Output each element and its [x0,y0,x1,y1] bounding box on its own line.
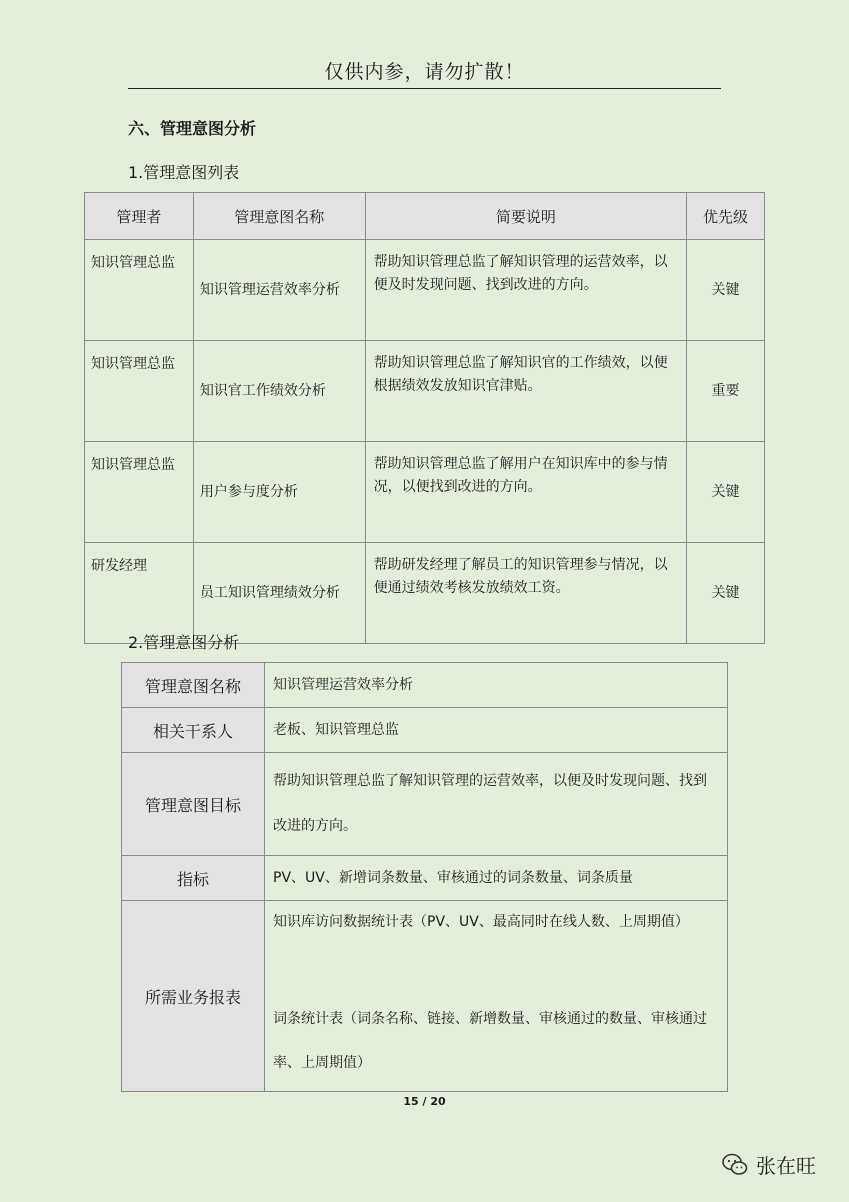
table-row [122,708,728,753]
section-title: 六、管理意图分析 [128,119,257,138]
cell-description: 帮助知识管理总监了解知识管理的运营效率，以便及时发现问题、找到改进的方向。 [365,240,687,341]
label-intent-goal: 管理意图目标 [122,753,265,856]
cell-priority: 关键 [687,543,765,644]
cell-intent-name: 知识官工作绩效分析 [193,341,365,442]
cell-intent-name: 知识管理运营效率分析 [193,240,365,341]
cell-priority: 关键 [687,240,765,341]
cell-description: 帮助研发经理了解员工的知识管理参与情况，以便通过绩效考核发放绩效工资。 [365,543,687,644]
subtitle-list: 1.管理意图列表 [128,163,240,182]
cell-intent-name: 用户参与度分析 [193,442,365,543]
label-metrics: 指标 [122,856,265,901]
subtitle-analysis: 2.管理意图分析 [128,633,240,652]
value-intent-goal: 帮助知识管理总监了解知识管理的运营效率，以便及时发现问题、找到改进的方向。 [265,753,728,856]
cell-priority: 关键 [687,442,765,543]
label-stakeholders: 相关干系人 [122,708,265,753]
cell-priority: 重要 [687,341,765,442]
cell-description: 帮助知识管理总监了解用户在知识库中的参与情况，以便找到改进的方向。 [365,442,687,543]
watermark [722,1150,816,1179]
header-description: 简要说明 [365,193,687,240]
page-header: 仅供内参，请勿扩散！ [128,60,721,89]
cell-manager: 知识管理总监 [85,240,194,341]
watermark-text: 张在旺 [756,1154,816,1178]
value-intent-name: 知识管理运营效率分析 [265,663,728,708]
report-item: 知识库访问数据统计表（PV、UV、最高同时在线人数、上周期值） [273,914,689,930]
table-row [122,663,728,708]
cell-intent-name: 员工知识管理绩效分析 [193,543,365,644]
table-header-row [85,193,765,240]
cell-description: 帮助知识管理总监了解知识官的工作绩效，以便根据绩效发放知识官津贴。 [365,341,687,442]
wechat-icon [722,1153,748,1177]
header-intent-name: 管理意图名称 [193,193,365,240]
value-required-reports [265,901,728,1092]
intent-analysis-table [121,662,728,1092]
table-row [122,856,728,901]
value-stakeholders: 老板、知识管理总监 [265,708,728,753]
label-intent-name: 管理意图名称 [122,663,265,708]
header-priority: 优先级 [687,193,765,240]
intent-list-table [84,192,765,644]
header-manager: 管理者 [85,193,194,240]
label-required-reports: 所需业务报表 [122,901,265,1092]
cell-manager: 知识管理总监 [85,442,194,543]
page-number: 15 / 20 [403,1095,446,1108]
cell-manager: 知识管理总监 [85,341,194,442]
table-row [85,240,765,341]
table-row [85,341,765,442]
table-row [85,442,765,543]
cell-manager: 研发经理 [85,543,194,644]
table-row [122,901,728,1092]
report-item: 词条统计表（词条名称、链接、新增数量、审核通过的数量、审核通过率、上周期值） [273,1011,707,1071]
value-metrics: PV、UV、新增词条数量、审核通过的词条数量、词条质量 [265,856,728,901]
table-row [122,753,728,856]
table-row [85,543,765,644]
